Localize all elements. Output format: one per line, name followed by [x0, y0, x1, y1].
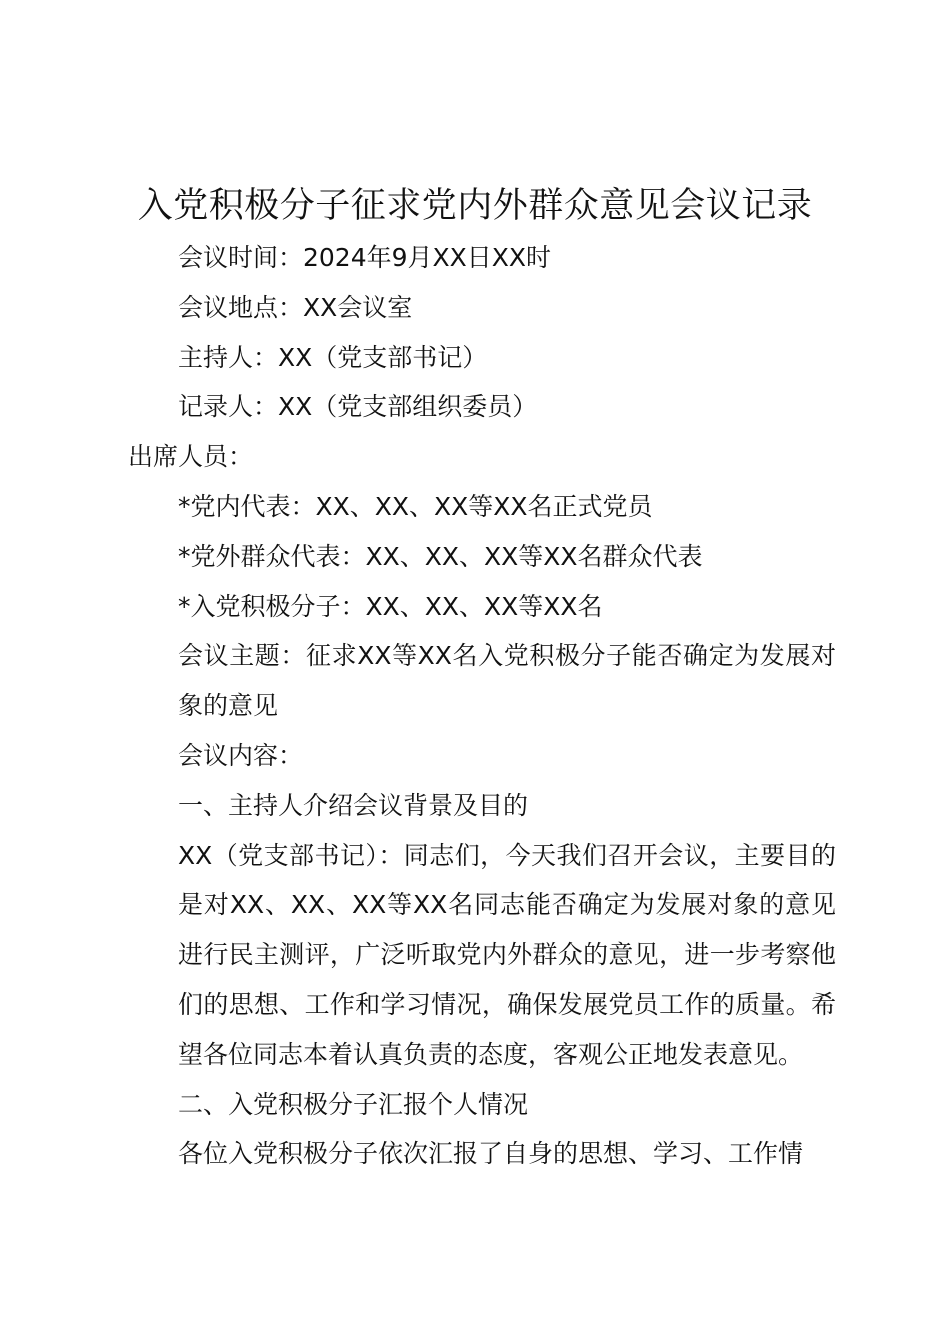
- document-body: [128, 233, 836, 1179]
- document-title: 入党积极分子征求党内外群众意见会议记录: [137, 186, 813, 226]
- meeting-recorder: 记录人：XX（党支部组织委员）: [178, 392, 538, 422]
- attendees-heading: 出席人员：: [128, 442, 254, 472]
- attendees-party-members: *党内代表：XX、XX、XX等XX名正式党员: [178, 491, 653, 521]
- section-1-text: XX（党支部书记）：同志们，今天我们召开会议，主要目的是对XX、XX、XX等XX名同志能否确定为发展对象的意见进行民主测评，广泛听取党内外群众的意见，进一步考察他们的思想、工作和学习情况，确保发展党员工作的质量。希望各位同志本着认真负责的态度，客观公正地发表意见。: [178, 840, 836, 1069]
- section-2-text: 各位入党积极分子依次汇报了自身的思想、学习、工作情: [178, 1139, 804, 1169]
- meeting-time: 会议时间：2024年9月XX日XX时: [178, 243, 552, 272]
- section-1-heading: 一、主持人介绍会议背景及目的: [178, 790, 529, 820]
- attendees-activists: *入党积极分子：XX、XX、XX等XX名: [178, 591, 603, 621]
- attendees-masses: *党外群众代表：XX、XX、XX等XX名群众代表: [178, 541, 703, 571]
- section-2-heading: 二、入党积极分子汇报个人情况: [178, 1089, 529, 1119]
- meeting-theme: 会议主题：征求XX等XX名入党积极分子能否确定为发展对象的意见: [178, 641, 836, 721]
- content-heading: 会议内容：: [178, 740, 304, 770]
- meeting-host: 主持人：XX（党支部书记）: [178, 342, 488, 372]
- meeting-place: 会议地点：XX会议室: [178, 292, 413, 322]
